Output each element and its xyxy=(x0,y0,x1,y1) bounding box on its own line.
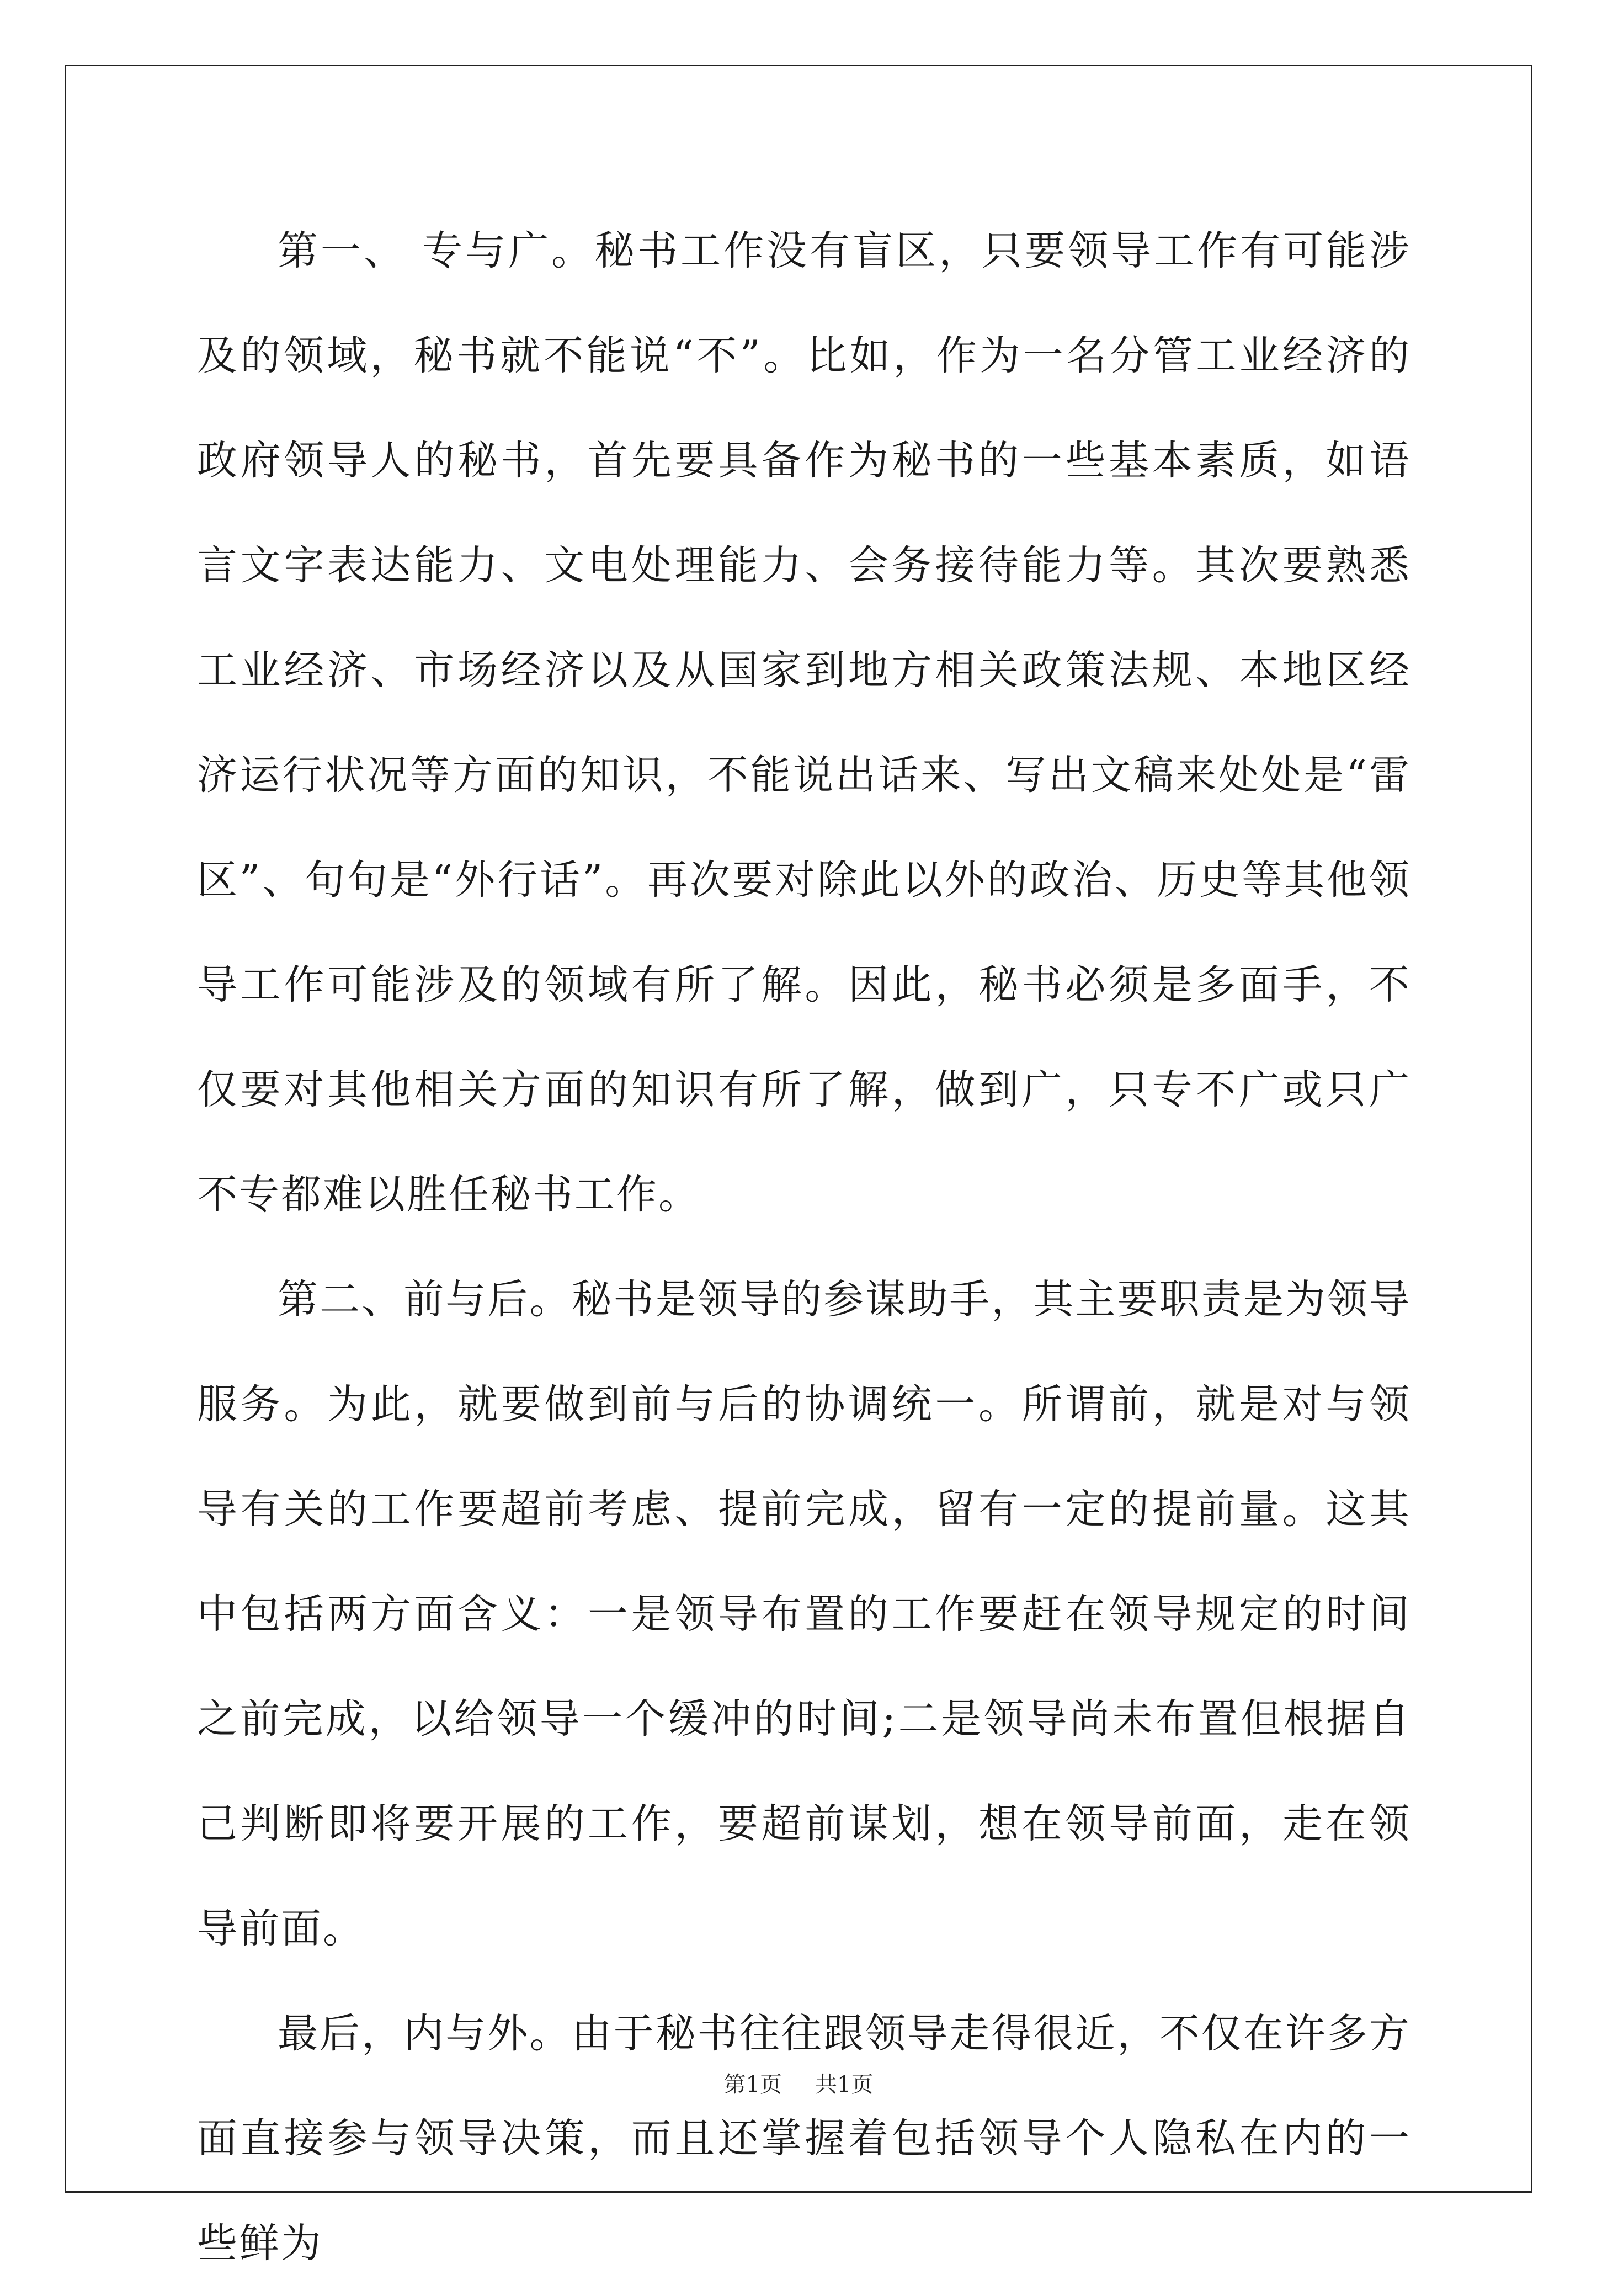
paragraph-3: 最后，内与外。由于秘书往往跟领导走得很近，不仅在许多方面直接参与领导决策，而且还掌握着包括领导个人隐私在内的一些鲜为 xyxy=(197,2010,1411,2267)
page-footer xyxy=(0,2071,1597,2098)
document-body xyxy=(197,199,1411,2296)
paragraph-2: 第二、前与后。秘书是领导的参谋助手，其主要职责是为领导服务。为此，就要做到前与后的协调统一。所谓前，就是对与领导有关的工作要超前考虑、提前完成，留有一定的提前量。这其中包括两方面含义：一是领导布置的工作要赶在领导规定的时间之前完成，以给领导一个缓冲的时间;二是领导尚未布置但根据自己判断即将要开展的工作，要超前谋划，想在领导前面，走在领导前面。 xyxy=(197,1276,1411,1952)
paragraph-1: 第一、 专与广。秘书工作没有盲区，只要领导工作有可能涉及的领域，秘书就不能说“不”。比如，作为一名分管工业经济的政府领导人的秘书，首先要具备作为秘书的一些基本素质，如语言文字表达能力、文电处理能力、会务接待能力等。其次要熟悉工业经济、市场经济以及从国家到地方相关政策法规、本地区经济运行状况等方面的知识，不能说出话来、写出文稿来处处是“雷区”、句句是“外行话”。再次要对除此以外的政治、历史等其他领导工作可能涉及的领域有所了解。因此，秘书必须是多面手，不仅要对其他相关方面的知识有所了解，做到广，只专不广或只广不专都难以胜任秘书工作。 xyxy=(197,227,1411,1218)
page-number-total: 共1页 xyxy=(815,2072,874,2097)
page-number-current: 第1页 xyxy=(723,2072,782,2097)
